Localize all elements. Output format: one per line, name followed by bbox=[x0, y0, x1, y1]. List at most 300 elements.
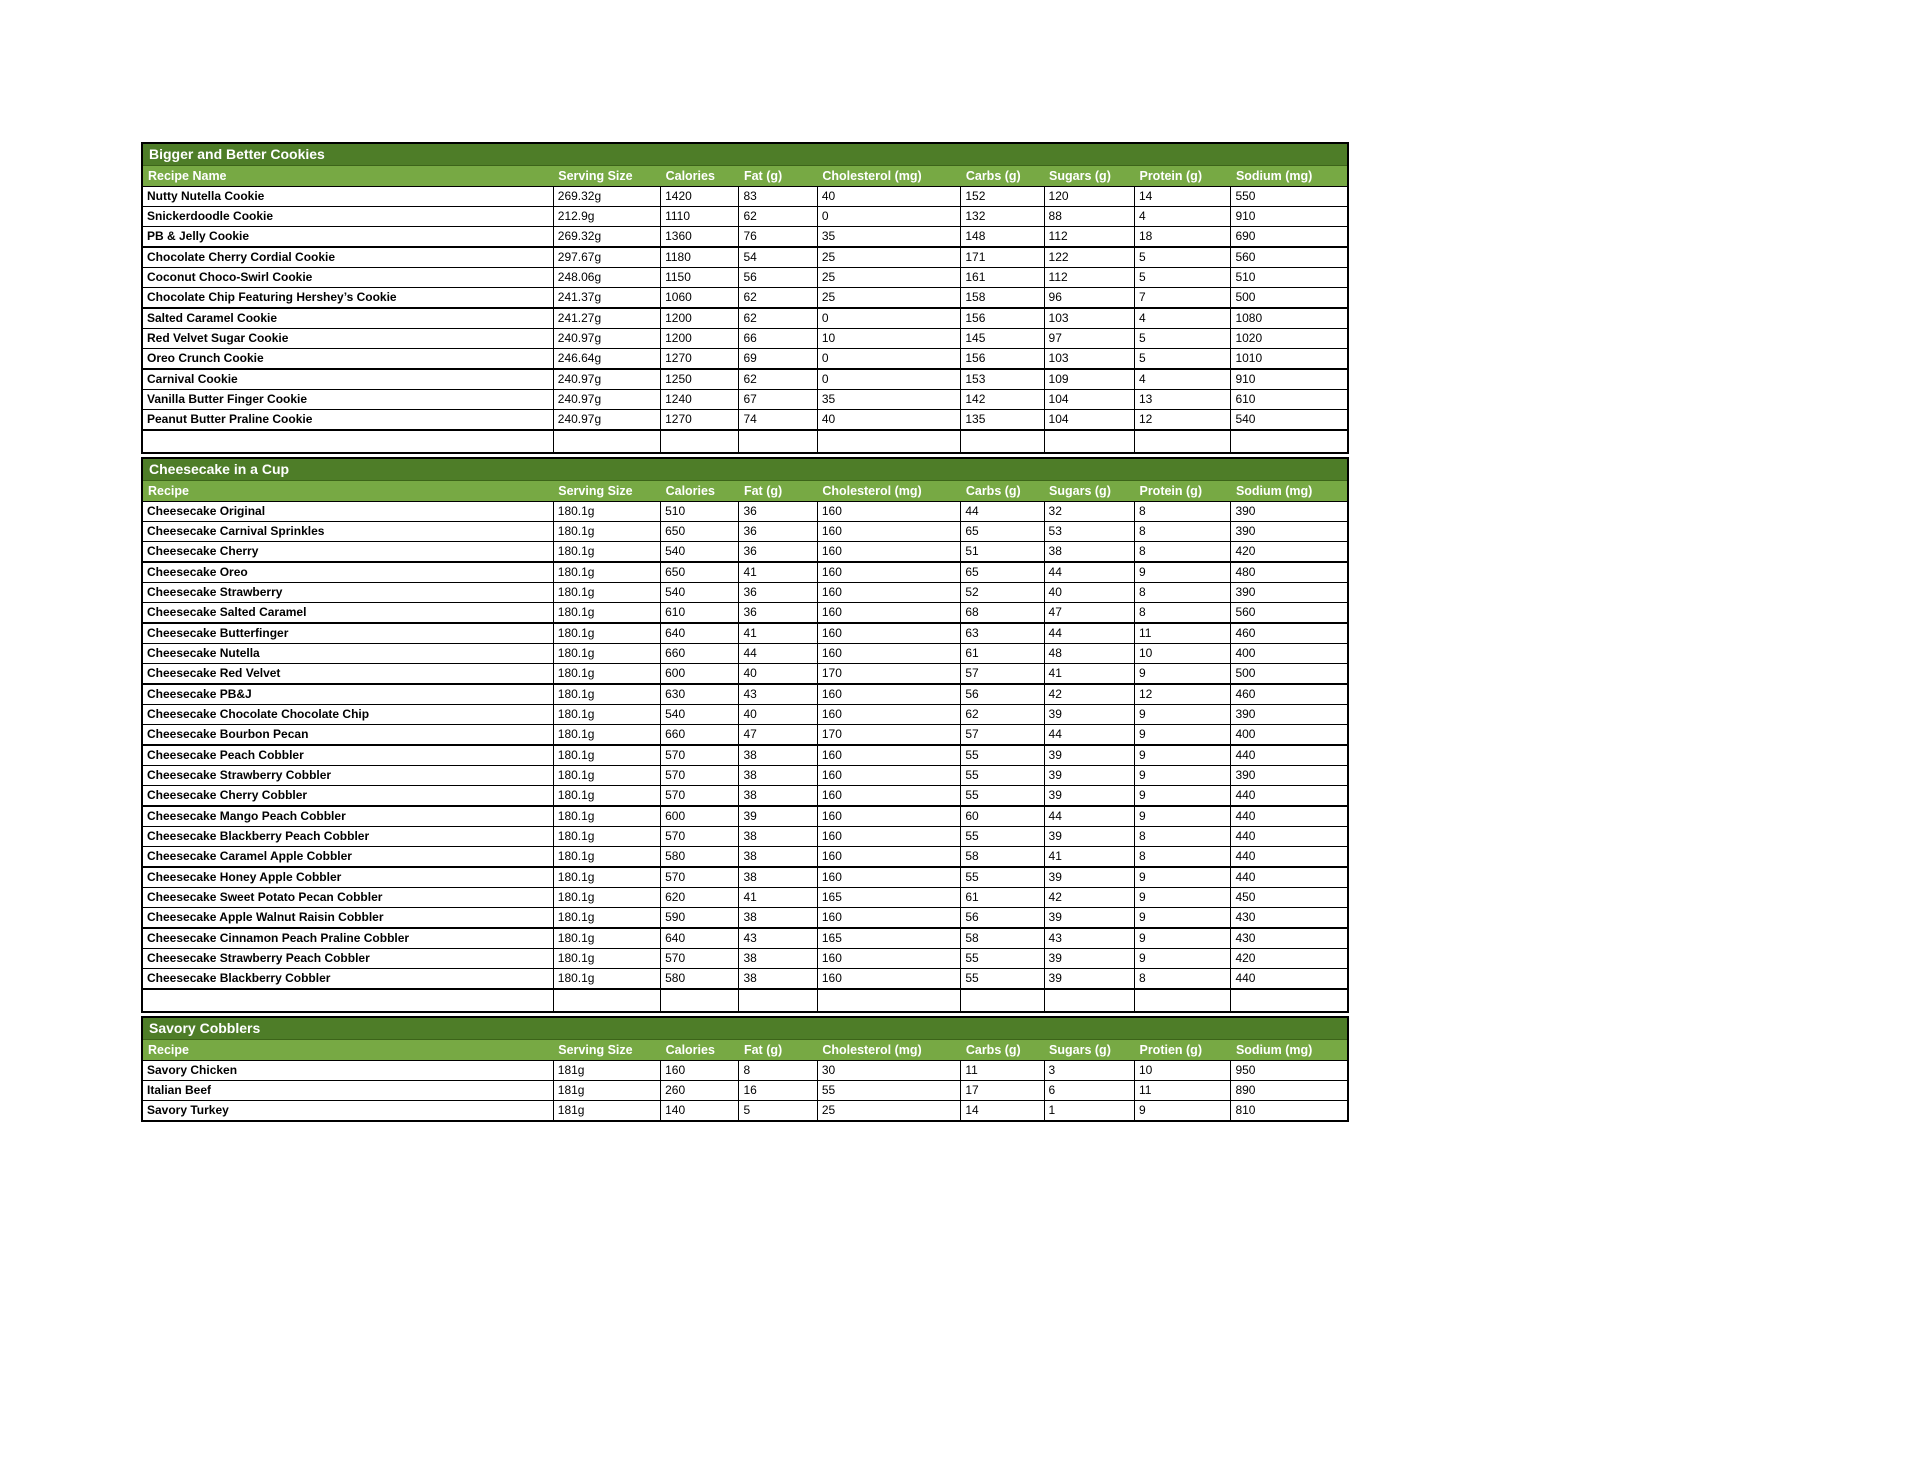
table-row bbox=[142, 603, 1348, 624]
cell: 1360 bbox=[661, 227, 739, 248]
cell: 8 bbox=[1134, 542, 1230, 563]
table-row bbox=[142, 888, 1348, 908]
cell: 160 bbox=[817, 786, 961, 807]
cell: 14 bbox=[961, 1101, 1044, 1122]
empty-cell bbox=[661, 430, 739, 453]
cell: 180.1g bbox=[553, 928, 660, 949]
cell: 9 bbox=[1134, 867, 1230, 888]
cell: 440 bbox=[1231, 969, 1348, 990]
recipe-name-cell: Cheesecake Blackberry Cobbler bbox=[142, 969, 553, 990]
cell: 640 bbox=[661, 928, 739, 949]
cell: 38 bbox=[739, 745, 817, 766]
cell: 156 bbox=[961, 349, 1044, 370]
cell: 9 bbox=[1134, 786, 1230, 807]
column-header-carbs-g: Carbs (g) bbox=[961, 481, 1044, 502]
recipe-name-cell: Cheesecake Sweet Potato Pecan Cobbler bbox=[142, 888, 553, 908]
cell: 180.1g bbox=[553, 542, 660, 563]
cell: 43 bbox=[1044, 928, 1134, 949]
cell: 590 bbox=[661, 908, 739, 929]
column-header-cholesterol-mg: Cholesterol (mg) bbox=[817, 166, 961, 187]
cell: 950 bbox=[1231, 1061, 1348, 1081]
cell: 690 bbox=[1231, 227, 1348, 248]
table-row bbox=[142, 786, 1348, 807]
recipe-name-cell: Chocolate Cherry Cordial Cookie bbox=[142, 247, 553, 268]
cell: 180.1g bbox=[553, 623, 660, 644]
cell: 58 bbox=[961, 928, 1044, 949]
cell: 0 bbox=[817, 349, 961, 370]
recipe-name-cell: Cheesecake Caramel Apple Cobbler bbox=[142, 847, 553, 868]
cell: 69 bbox=[739, 349, 817, 370]
table-row bbox=[142, 827, 1348, 847]
cell: 35 bbox=[817, 390, 961, 410]
cell: 65 bbox=[961, 522, 1044, 542]
cell: 9 bbox=[1134, 562, 1230, 583]
cell: 156 bbox=[961, 308, 1044, 329]
cell: 39 bbox=[1044, 969, 1134, 990]
cell: 9 bbox=[1134, 908, 1230, 929]
table-row bbox=[142, 187, 1348, 207]
cell: 180.1g bbox=[553, 603, 660, 624]
recipe-name-cell: Cheesecake Carnival Sprinkles bbox=[142, 522, 553, 542]
table-row bbox=[142, 867, 1348, 888]
cell: 165 bbox=[817, 888, 961, 908]
cell: 390 bbox=[1231, 522, 1348, 542]
cell: 160 bbox=[817, 908, 961, 929]
cell: 104 bbox=[1044, 390, 1134, 410]
cell: 440 bbox=[1231, 827, 1348, 847]
cell: 9 bbox=[1134, 928, 1230, 949]
table-row bbox=[142, 308, 1348, 329]
cell: 17 bbox=[961, 1081, 1044, 1101]
cell: 4 bbox=[1134, 308, 1230, 329]
recipe-name-cell: Savory Turkey bbox=[142, 1101, 553, 1122]
section-title-row bbox=[142, 143, 1348, 166]
cell: 420 bbox=[1231, 949, 1348, 969]
cell: 480 bbox=[1231, 562, 1348, 583]
cell: 1080 bbox=[1231, 308, 1348, 329]
cell: 38 bbox=[739, 786, 817, 807]
empty-row bbox=[142, 430, 1348, 453]
cell: 241.37g bbox=[553, 288, 660, 309]
cell: 160 bbox=[817, 745, 961, 766]
cell: 44 bbox=[1044, 725, 1134, 746]
column-header-cholesterol-mg: Cholesterol (mg) bbox=[817, 1040, 961, 1061]
cell: 570 bbox=[661, 949, 739, 969]
cell: 153 bbox=[961, 369, 1044, 390]
cell: 540 bbox=[661, 583, 739, 603]
table-row bbox=[142, 390, 1348, 410]
table-row bbox=[142, 949, 1348, 969]
cell: 58 bbox=[961, 847, 1044, 868]
recipe-name-cell: Carnival Cookie bbox=[142, 369, 553, 390]
cell: 510 bbox=[1231, 268, 1348, 288]
section-table-savory-cobblers bbox=[141, 1016, 1349, 1122]
cell: 440 bbox=[1231, 867, 1348, 888]
cell: 180.1g bbox=[553, 949, 660, 969]
cell: 430 bbox=[1231, 928, 1348, 949]
cell: 54 bbox=[739, 247, 817, 268]
cell: 1200 bbox=[661, 329, 739, 349]
empty-cell bbox=[739, 989, 817, 1012]
cell: 10 bbox=[1134, 644, 1230, 664]
cell: 560 bbox=[1231, 603, 1348, 624]
cell: 62 bbox=[961, 705, 1044, 725]
cell: 8 bbox=[1134, 847, 1230, 868]
table-row bbox=[142, 1101, 1348, 1122]
cell: 1200 bbox=[661, 308, 739, 329]
cell: 40 bbox=[739, 664, 817, 685]
cell: 180.1g bbox=[553, 766, 660, 786]
cell: 181g bbox=[553, 1081, 660, 1101]
cell: 570 bbox=[661, 827, 739, 847]
cell: 5 bbox=[1134, 329, 1230, 349]
table-row bbox=[142, 583, 1348, 603]
cell: 1010 bbox=[1231, 349, 1348, 370]
empty-cell bbox=[553, 989, 660, 1012]
cell: 500 bbox=[1231, 664, 1348, 685]
cell: 400 bbox=[1231, 644, 1348, 664]
cell: 171 bbox=[961, 247, 1044, 268]
table-row bbox=[142, 684, 1348, 705]
cell: 47 bbox=[739, 725, 817, 746]
cell: 158 bbox=[961, 288, 1044, 309]
column-header-carbs-g: Carbs (g) bbox=[961, 1040, 1044, 1061]
cell: 1150 bbox=[661, 268, 739, 288]
table-row bbox=[142, 410, 1348, 431]
cell: 390 bbox=[1231, 583, 1348, 603]
cell: 44 bbox=[739, 644, 817, 664]
cell: 180.1g bbox=[553, 684, 660, 705]
column-header-recipe-name: Recipe Name bbox=[142, 166, 553, 187]
column-header-protein-g: Protein (g) bbox=[1134, 166, 1230, 187]
cell: 160 bbox=[817, 502, 961, 522]
cell: 13 bbox=[1134, 390, 1230, 410]
cell: 56 bbox=[739, 268, 817, 288]
cell: 66 bbox=[739, 329, 817, 349]
cell: 152 bbox=[961, 187, 1044, 207]
cell: 104 bbox=[1044, 410, 1134, 431]
column-header-row bbox=[142, 481, 1348, 502]
cell: 4 bbox=[1134, 369, 1230, 390]
column-header-sodium-mg: Sodium (mg) bbox=[1231, 481, 1348, 502]
cell: 180.1g bbox=[553, 888, 660, 908]
cell: 450 bbox=[1231, 888, 1348, 908]
cell: 160 bbox=[817, 562, 961, 583]
recipe-name-cell: Cheesecake Butterfinger bbox=[142, 623, 553, 644]
recipe-name-cell: Savory Chicken bbox=[142, 1061, 553, 1081]
cell: 246.64g bbox=[553, 349, 660, 370]
recipe-name-cell: Oreo Crunch Cookie bbox=[142, 349, 553, 370]
cell: 39 bbox=[1044, 827, 1134, 847]
empty-cell bbox=[961, 989, 1044, 1012]
cell: 135 bbox=[961, 410, 1044, 431]
cell: 910 bbox=[1231, 369, 1348, 390]
cell: 170 bbox=[817, 664, 961, 685]
cell: 420 bbox=[1231, 542, 1348, 563]
column-header-protien-g: Protien (g) bbox=[1134, 1040, 1230, 1061]
cell: 180.1g bbox=[553, 847, 660, 868]
cell: 180.1g bbox=[553, 502, 660, 522]
cell: 160 bbox=[817, 644, 961, 664]
cell: 41 bbox=[739, 888, 817, 908]
cell: 9 bbox=[1134, 705, 1230, 725]
table-row bbox=[142, 522, 1348, 542]
cell: 810 bbox=[1231, 1101, 1348, 1122]
cell: 38 bbox=[739, 867, 817, 888]
cell: 560 bbox=[1231, 247, 1348, 268]
recipe-name-cell: Cheesecake Mango Peach Cobbler bbox=[142, 806, 553, 827]
cell: 890 bbox=[1231, 1081, 1348, 1101]
cell: 62 bbox=[739, 308, 817, 329]
table-row bbox=[142, 623, 1348, 644]
cell: 14 bbox=[1134, 187, 1230, 207]
nutrition-document bbox=[141, 142, 1349, 1125]
cell: 8 bbox=[1134, 969, 1230, 990]
cell: 68 bbox=[961, 603, 1044, 624]
empty-cell bbox=[661, 989, 739, 1012]
cell: 240.97g bbox=[553, 369, 660, 390]
recipe-name-cell: Cheesecake PB&J bbox=[142, 684, 553, 705]
cell: 1020 bbox=[1231, 329, 1348, 349]
cell: 112 bbox=[1044, 268, 1134, 288]
cell: 5 bbox=[1134, 247, 1230, 268]
cell: 212.9g bbox=[553, 207, 660, 227]
empty-cell bbox=[1044, 989, 1134, 1012]
cell: 55 bbox=[961, 786, 1044, 807]
cell: 9 bbox=[1134, 1101, 1230, 1122]
cell: 12 bbox=[1134, 684, 1230, 705]
column-header-serving-size: Serving Size bbox=[553, 481, 660, 502]
table-row bbox=[142, 766, 1348, 786]
column-header-serving-size: Serving Size bbox=[553, 166, 660, 187]
empty-cell bbox=[1231, 989, 1348, 1012]
cell: 96 bbox=[1044, 288, 1134, 309]
cell: 12 bbox=[1134, 410, 1230, 431]
cell: 440 bbox=[1231, 786, 1348, 807]
cell: 39 bbox=[1044, 745, 1134, 766]
column-header-recipe: Recipe bbox=[142, 481, 553, 502]
cell: 160 bbox=[817, 949, 961, 969]
cell: 9 bbox=[1134, 888, 1230, 908]
table-row bbox=[142, 806, 1348, 827]
cell: 36 bbox=[739, 542, 817, 563]
table-row bbox=[142, 329, 1348, 349]
empty-cell bbox=[142, 430, 553, 453]
cell: 550 bbox=[1231, 187, 1348, 207]
cell: 62 bbox=[739, 207, 817, 227]
cell: 1270 bbox=[661, 349, 739, 370]
cell: 161 bbox=[961, 268, 1044, 288]
cell: 240.97g bbox=[553, 329, 660, 349]
cell: 1270 bbox=[661, 410, 739, 431]
cell: 540 bbox=[1231, 410, 1348, 431]
cell: 170 bbox=[817, 725, 961, 746]
cell: 10 bbox=[1134, 1061, 1230, 1081]
cell: 42 bbox=[1044, 888, 1134, 908]
cell: 120 bbox=[1044, 187, 1134, 207]
cell: 5 bbox=[1134, 349, 1230, 370]
column-header-serving-size: Serving Size bbox=[553, 1040, 660, 1061]
column-header-fat-g: Fat (g) bbox=[739, 166, 817, 187]
section-table-bigger-and-better-cookies bbox=[141, 142, 1349, 454]
cell: 36 bbox=[739, 583, 817, 603]
cell: 55 bbox=[961, 949, 1044, 969]
table-row bbox=[142, 908, 1348, 929]
cell: 241.27g bbox=[553, 308, 660, 329]
column-header-carbs-g: Carbs (g) bbox=[961, 166, 1044, 187]
empty-cell bbox=[1231, 430, 1348, 453]
cell: 43 bbox=[739, 684, 817, 705]
cell: 9 bbox=[1134, 766, 1230, 786]
cell: 30 bbox=[817, 1061, 961, 1081]
section-title-row bbox=[142, 458, 1348, 481]
cell: 640 bbox=[661, 623, 739, 644]
cell: 460 bbox=[1231, 684, 1348, 705]
cell: 180.1g bbox=[553, 725, 660, 746]
empty-cell bbox=[1134, 989, 1230, 1012]
cell: 3 bbox=[1044, 1061, 1134, 1081]
section-title: Bigger and Better Cookies bbox=[142, 143, 1348, 166]
cell: 650 bbox=[661, 562, 739, 583]
cell: 63 bbox=[961, 623, 1044, 644]
cell: 8 bbox=[1134, 603, 1230, 624]
cell: 103 bbox=[1044, 308, 1134, 329]
cell: 57 bbox=[961, 725, 1044, 746]
cell: 620 bbox=[661, 888, 739, 908]
cell: 41 bbox=[739, 623, 817, 644]
cell: 160 bbox=[817, 766, 961, 786]
cell: 25 bbox=[817, 247, 961, 268]
recipe-name-cell: Cheesecake Red Velvet bbox=[142, 664, 553, 685]
recipe-name-cell: Vanilla Butter Finger Cookie bbox=[142, 390, 553, 410]
cell: 440 bbox=[1231, 847, 1348, 868]
column-header-sodium-mg: Sodium (mg) bbox=[1231, 1040, 1348, 1061]
cell: 160 bbox=[817, 684, 961, 705]
cell: 181g bbox=[553, 1101, 660, 1122]
cell: 630 bbox=[661, 684, 739, 705]
cell: 180.1g bbox=[553, 969, 660, 990]
cell: 160 bbox=[817, 847, 961, 868]
cell: 145 bbox=[961, 329, 1044, 349]
cell: 67 bbox=[739, 390, 817, 410]
cell: 41 bbox=[1044, 847, 1134, 868]
empty-cell bbox=[961, 430, 1044, 453]
cell: 44 bbox=[1044, 806, 1134, 827]
cell: 650 bbox=[661, 522, 739, 542]
cell: 55 bbox=[961, 766, 1044, 786]
column-header-cholesterol-mg: Cholesterol (mg) bbox=[817, 481, 961, 502]
recipe-name-cell: Italian Beef bbox=[142, 1081, 553, 1101]
cell: 430 bbox=[1231, 908, 1348, 929]
cell: 109 bbox=[1044, 369, 1134, 390]
cell: 180.1g bbox=[553, 806, 660, 827]
recipe-name-cell: Cheesecake Strawberry Peach Cobbler bbox=[142, 949, 553, 969]
cell: 460 bbox=[1231, 623, 1348, 644]
cell: 160 bbox=[817, 867, 961, 888]
cell: 660 bbox=[661, 725, 739, 746]
cell: 160 bbox=[817, 542, 961, 563]
cell: 390 bbox=[1231, 766, 1348, 786]
cell: 440 bbox=[1231, 745, 1348, 766]
cell: 44 bbox=[1044, 623, 1134, 644]
cell: 10 bbox=[817, 329, 961, 349]
cell: 148 bbox=[961, 227, 1044, 248]
cell: 9 bbox=[1134, 949, 1230, 969]
section-title: Cheesecake in a Cup bbox=[142, 458, 1348, 481]
cell: 38 bbox=[739, 827, 817, 847]
cell: 56 bbox=[961, 684, 1044, 705]
cell: 97 bbox=[1044, 329, 1134, 349]
recipe-name-cell: Cheesecake Blackberry Peach Cobbler bbox=[142, 827, 553, 847]
cell: 160 bbox=[817, 623, 961, 644]
cell: 38 bbox=[739, 949, 817, 969]
cell: 40 bbox=[739, 705, 817, 725]
cell: 160 bbox=[817, 969, 961, 990]
cell: 269.32g bbox=[553, 227, 660, 248]
table-row bbox=[142, 207, 1348, 227]
cell: 60 bbox=[961, 806, 1044, 827]
cell: 8 bbox=[739, 1061, 817, 1081]
cell: 76 bbox=[739, 227, 817, 248]
cell: 540 bbox=[661, 705, 739, 725]
cell: 140 bbox=[661, 1101, 739, 1122]
empty-row bbox=[142, 989, 1348, 1012]
cell: 40 bbox=[817, 187, 961, 207]
table-row bbox=[142, 664, 1348, 685]
table-row bbox=[142, 288, 1348, 309]
recipe-name-cell: Cheesecake Honey Apple Cobbler bbox=[142, 867, 553, 888]
cell: 38 bbox=[1044, 542, 1134, 563]
cell: 39 bbox=[1044, 908, 1134, 929]
cell: 1240 bbox=[661, 390, 739, 410]
cell: 0 bbox=[817, 369, 961, 390]
cell: 165 bbox=[817, 928, 961, 949]
cell: 400 bbox=[1231, 725, 1348, 746]
table-row bbox=[142, 969, 1348, 990]
cell: 44 bbox=[1044, 562, 1134, 583]
cell: 36 bbox=[739, 502, 817, 522]
cell: 36 bbox=[739, 603, 817, 624]
cell: 103 bbox=[1044, 349, 1134, 370]
table-row bbox=[142, 1081, 1348, 1101]
recipe-name-cell: Cheesecake Cherry bbox=[142, 542, 553, 563]
cell: 41 bbox=[1044, 664, 1134, 685]
cell: 9 bbox=[1134, 725, 1230, 746]
cell: 1 bbox=[1044, 1101, 1134, 1122]
section-title-row bbox=[142, 1017, 1348, 1040]
cell: 88 bbox=[1044, 207, 1134, 227]
column-header-fat-g: Fat (g) bbox=[739, 1040, 817, 1061]
cell: 181g bbox=[553, 1061, 660, 1081]
empty-cell bbox=[553, 430, 660, 453]
cell: 55 bbox=[961, 827, 1044, 847]
table-row bbox=[142, 847, 1348, 868]
cell: 62 bbox=[739, 369, 817, 390]
cell: 25 bbox=[817, 288, 961, 309]
cell: 39 bbox=[1044, 949, 1134, 969]
empty-cell bbox=[817, 430, 961, 453]
cell: 1110 bbox=[661, 207, 739, 227]
cell: 18 bbox=[1134, 227, 1230, 248]
cell: 248.06g bbox=[553, 268, 660, 288]
empty-cell bbox=[817, 989, 961, 1012]
cell: 390 bbox=[1231, 502, 1348, 522]
cell: 5 bbox=[739, 1101, 817, 1122]
cell: 180.1g bbox=[553, 562, 660, 583]
table-row bbox=[142, 542, 1348, 563]
cell: 38 bbox=[739, 969, 817, 990]
cell: 38 bbox=[739, 908, 817, 929]
